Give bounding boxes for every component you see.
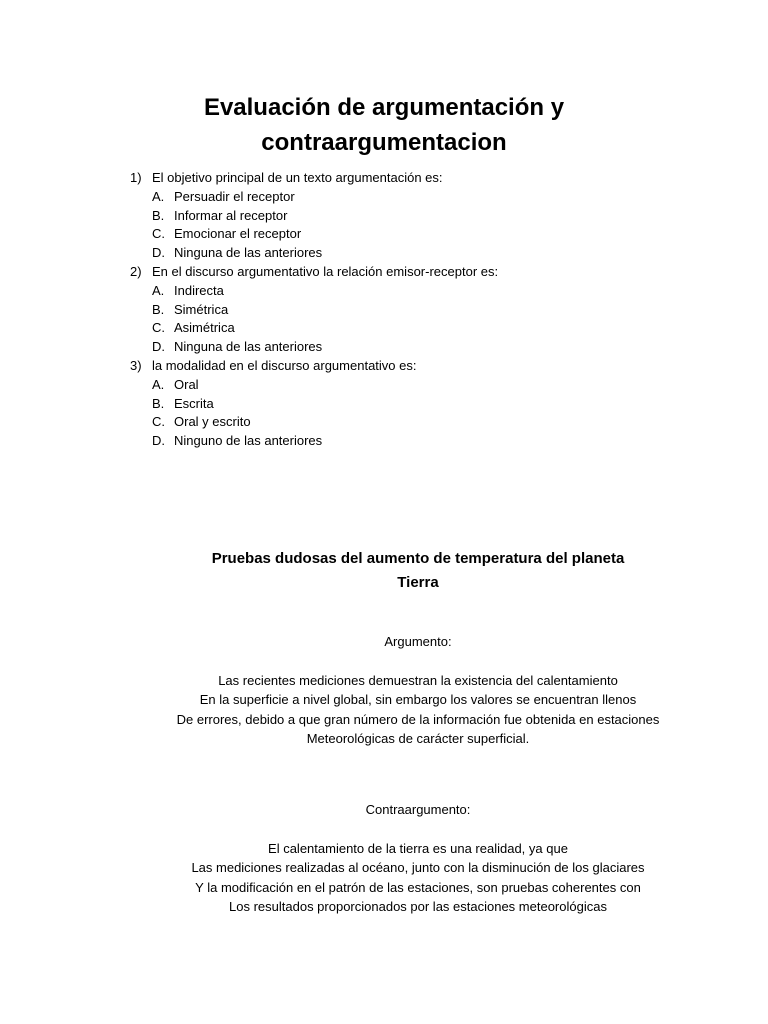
document-title-line-2: contraargumentacion [261, 129, 507, 156]
option-letter: C. [152, 226, 165, 242]
question-text: la modalidad en el discurso argumentativo es: [152, 357, 417, 373]
option-text: Escrita [174, 395, 214, 411]
option-letter: D. [152, 433, 165, 449]
option-text: Simétrica [174, 301, 229, 317]
option-item [130, 432, 690, 451]
option-letter: B. [152, 207, 165, 223]
option-item [130, 207, 690, 226]
option-item [130, 376, 690, 395]
argument-heading: Argumento: [384, 634, 452, 649]
option-item [130, 225, 690, 244]
question-number: 2) [130, 263, 142, 279]
option-letter: C. [152, 320, 165, 336]
document-title-line-1: Evaluación de argumentación y [203, 94, 565, 121]
counter-argument-line: Y la modificación en el patrón de las estaciones, son pruebas coherentes con [195, 879, 641, 895]
option-letter: A. [152, 188, 165, 204]
counter-argument-line: Los resultados proporcionados por las estaciones meteorológicas [229, 899, 607, 914]
question-3 [130, 357, 690, 451]
question-number: 1) [130, 170, 142, 185]
counter-argument-heading: Contraargumento: [365, 802, 471, 817]
question-text: El objetivo principal de un texto argumentación es: [152, 170, 443, 185]
argument-section [0, 632, 768, 749]
document-title [0, 90, 768, 160]
option-item [130, 244, 690, 263]
option-letter: C. [152, 414, 165, 430]
option-text: Ninguno de las anteriores [174, 433, 323, 449]
option-text: Indirecta [174, 282, 224, 298]
option-item [130, 395, 690, 414]
argument-line: Las recientes mediciones demuestran la existencia del calentamiento [218, 672, 618, 688]
counter-argument-section [0, 800, 768, 917]
counter-argument-line: Las mediciones realizadas al océano, junto con la disminución de los glaciares [191, 860, 645, 875]
counter-argument-line: El calentamiento de la tierra es una realidad, ya que [268, 840, 568, 856]
option-text: Oral y escrito [174, 414, 251, 430]
option-item [130, 338, 690, 357]
argument-line: De errores, debido a que gran número de la información fue obtenida en estaciones [176, 711, 660, 727]
option-text: Informar al receptor [174, 207, 288, 223]
option-list [130, 188, 690, 263]
option-text: Ninguna de las anteriores [174, 339, 323, 355]
option-item [130, 188, 690, 207]
section-title [0, 547, 768, 595]
question-list [130, 169, 690, 451]
option-text: Asimétrica [174, 320, 235, 336]
option-list [130, 282, 690, 357]
option-letter: B. [152, 395, 165, 411]
option-letter: D. [152, 339, 165, 355]
question-number: 3) [130, 357, 142, 373]
option-item [130, 282, 690, 301]
option-text: Persuadir el receptor [174, 188, 295, 204]
option-list [130, 376, 690, 451]
option-letter: B. [152, 301, 165, 317]
option-letter: A. [152, 282, 165, 298]
option-letter: D. [152, 245, 165, 261]
question-1 [130, 169, 690, 263]
question-2 [130, 263, 690, 357]
option-text: Ninguna de las anteriores [174, 245, 323, 261]
option-letter: A. [152, 376, 165, 392]
question-text: En el discurso argumentativo la relación emisor-receptor es: [152, 263, 499, 279]
option-text: Emocionar el receptor [174, 226, 302, 242]
option-item [130, 413, 690, 432]
option-item [130, 301, 690, 320]
section-title-line-2: Tierra [397, 574, 439, 591]
section-title-line-1: Pruebas dudosas del aumento de temperatura del planeta [211, 550, 625, 567]
option-text: Oral [174, 376, 199, 392]
argument-line: Meteorológicas de carácter superficial. [306, 731, 530, 746]
option-item [130, 319, 690, 338]
argument-line: En la superficie a nivel global, sin embargo los valores se encuentran llenos [199, 692, 637, 707]
